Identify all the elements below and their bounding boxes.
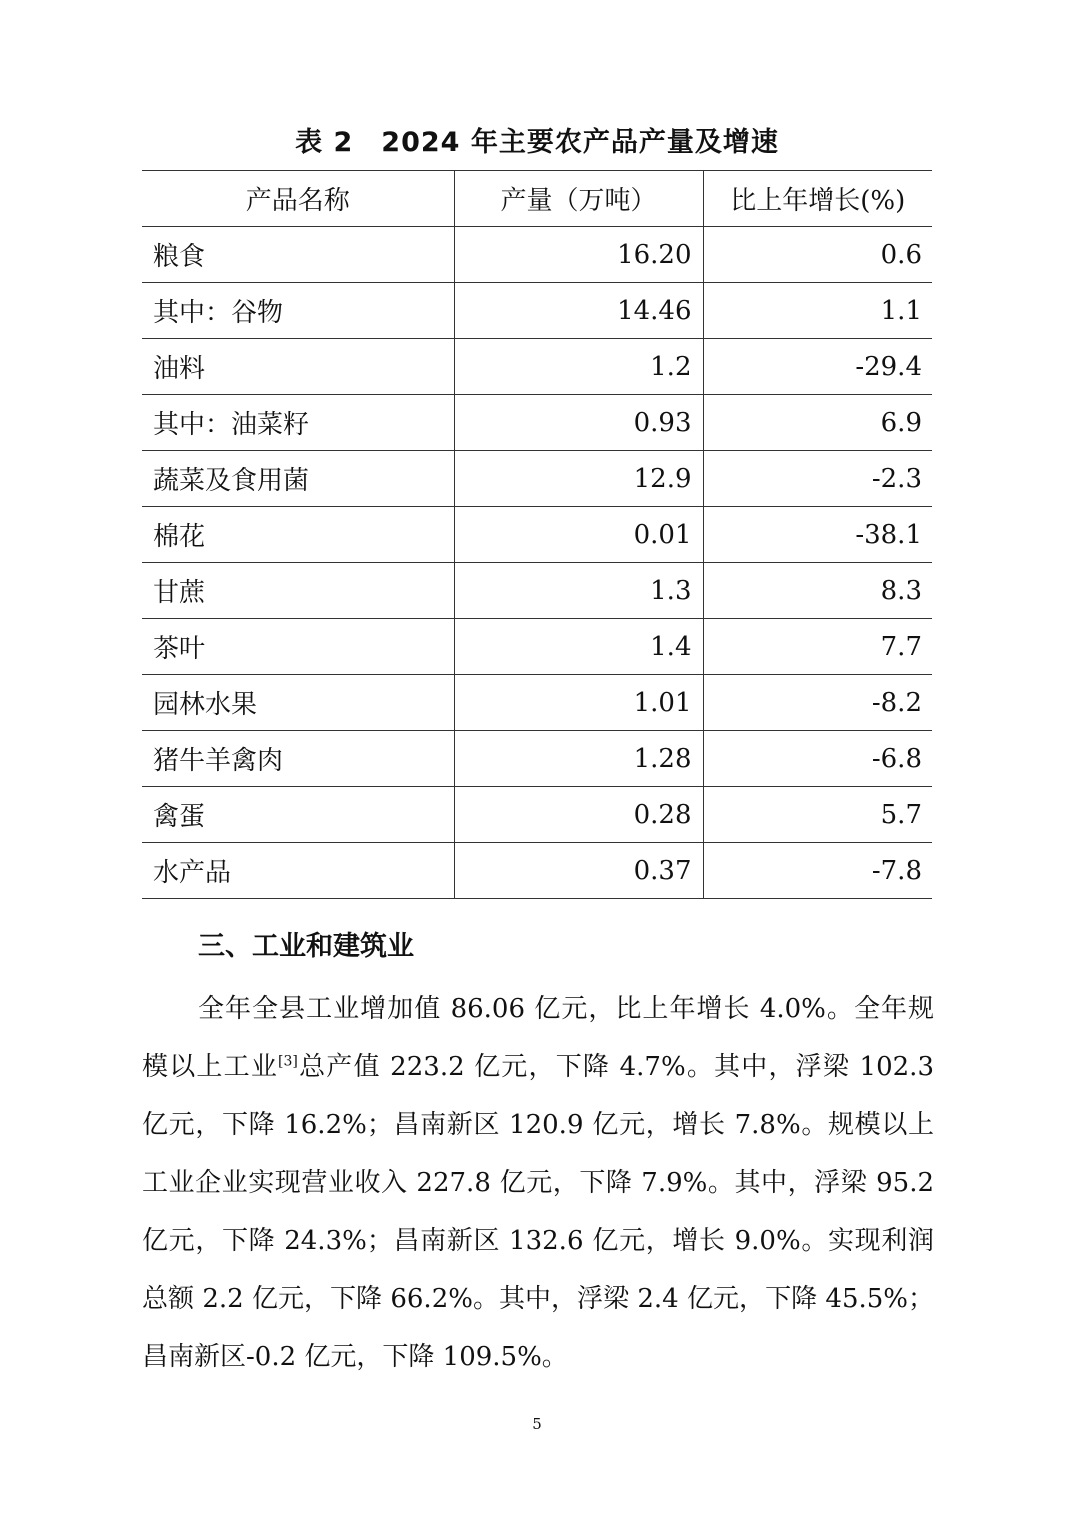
cell-product-name: 水产品 xyxy=(142,843,454,899)
table-row xyxy=(142,227,932,283)
footnote-ref[interactable]: [3] xyxy=(278,1053,298,1070)
cell-product-name: 棉花 xyxy=(142,507,454,563)
header-growth: 比上年增长(%) xyxy=(703,171,932,227)
body-paragraph xyxy=(142,980,934,1386)
cell-output: 1.3 xyxy=(454,563,703,619)
cell-product-name: 猪牛羊禽肉 xyxy=(142,731,454,787)
cell-growth: -8.2 xyxy=(703,675,932,731)
cell-growth: -7.8 xyxy=(703,843,932,899)
table-header-row xyxy=(142,171,932,227)
cell-output: 14.46 xyxy=(454,283,703,339)
table-row xyxy=(142,787,932,843)
cell-growth: 0.6 xyxy=(703,227,932,283)
header-output: 产量（万吨） xyxy=(454,171,703,227)
cell-output: 1.28 xyxy=(454,731,703,787)
cell-output: 12.9 xyxy=(454,451,703,507)
header-product-name: 产品名称 xyxy=(142,171,454,227)
cell-growth: -6.8 xyxy=(703,731,932,787)
cell-output: 1.01 xyxy=(454,675,703,731)
cell-growth: 6.9 xyxy=(703,395,932,451)
table-body xyxy=(142,227,932,899)
table-row xyxy=(142,283,932,339)
cell-product-name: 园林水果 xyxy=(142,675,454,731)
table-row xyxy=(142,339,932,395)
paragraph-part-1: 全年全县工业增加值 86.06 亿元，比上年增长 4.0%。全年规模以上工业 xyxy=(142,994,934,1082)
cell-product-name: 茶叶 xyxy=(142,619,454,675)
cell-growth: 7.7 xyxy=(703,619,932,675)
cell-growth: 5.7 xyxy=(703,787,932,843)
cell-product-name: 禽蛋 xyxy=(142,787,454,843)
cell-output: 0.93 xyxy=(454,395,703,451)
cell-output: 1.2 xyxy=(454,339,703,395)
cell-product-name: 甘蔗 xyxy=(142,563,454,619)
section-heading: 三、工业和建筑业 xyxy=(198,931,414,962)
table-row xyxy=(142,731,932,787)
cell-product-name: 油料 xyxy=(142,339,454,395)
table-row xyxy=(142,843,932,899)
cell-product-name: 粮食 xyxy=(142,227,454,283)
agri-products-table xyxy=(142,170,932,899)
cell-growth: -29.4 xyxy=(703,339,932,395)
cell-product-name: 其中：油菜籽 xyxy=(142,395,454,451)
cell-output: 0.01 xyxy=(454,507,703,563)
cell-growth: 1.1 xyxy=(703,283,932,339)
table-title: 表 2 2024 年主要农产品产量及增速 xyxy=(295,127,779,158)
cell-output: 16.20 xyxy=(454,227,703,283)
cell-growth: -2.3 xyxy=(703,451,932,507)
cell-output: 1.4 xyxy=(454,619,703,675)
cell-growth: -38.1 xyxy=(703,507,932,563)
table-row xyxy=(142,619,932,675)
table-row xyxy=(142,395,932,451)
table-row xyxy=(142,507,932,563)
table-row xyxy=(142,675,932,731)
page-number: 5 xyxy=(532,1415,542,1433)
cell-growth: 8.3 xyxy=(703,563,932,619)
cell-output: 0.37 xyxy=(454,843,703,899)
table-row xyxy=(142,563,932,619)
cell-output: 0.28 xyxy=(454,787,703,843)
table-row xyxy=(142,451,932,507)
cell-product-name: 其中：谷物 xyxy=(142,283,454,339)
cell-product-name: 蔬菜及食用菌 xyxy=(142,451,454,507)
paragraph-part-2: 总产值 223.2 亿元，下降 4.7%。其中，浮梁 102.3 亿元，下降 16.2%；昌南新区 120.9 亿元，增长 7.8%。规模以上工业企业实现营业收入 227.8 亿元，下降 7.9%。其中，浮梁 95.2 亿元，下降 24.3%；昌南新区 132.6 亿元，增长 9.0%。实现利润总额 2.2 亿元，下降 66.2%。其中，浮梁 2.4 亿元，下降 45.5%；昌南新区-0.2 亿元，下降 109.5%。 xyxy=(142,1052,934,1372)
